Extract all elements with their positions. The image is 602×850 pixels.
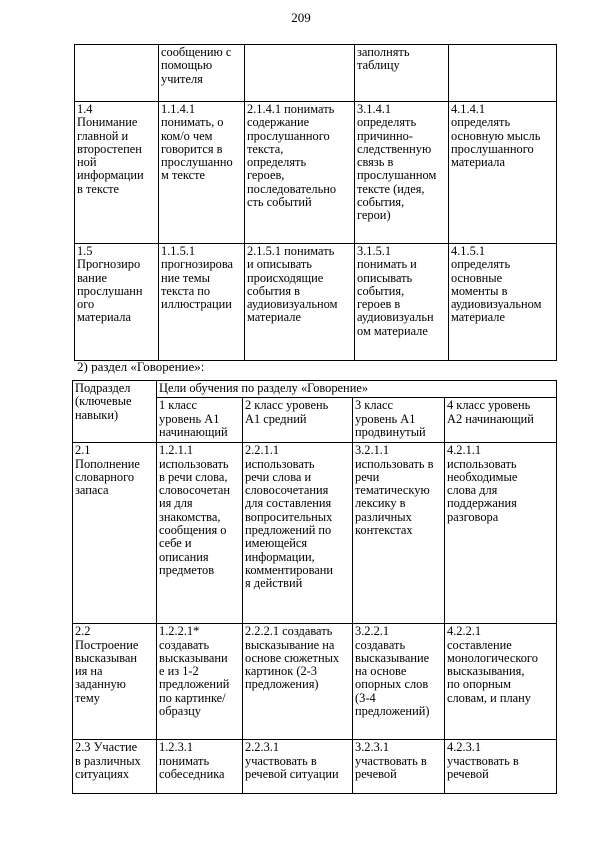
table-cell: 4.1.4.1 определять основную мысль прослушанного материала	[449, 102, 557, 244]
table-cell: 1.1.4.1 понимать, о ком/о чем говорится в прослушанно м тексте	[159, 102, 245, 244]
table-cell: 3.1.4.1 определять причинно- следственную связь в прослушанном тексте (идея, события, герои)	[355, 102, 449, 244]
subsection-header: Подраздел (ключевые навыки)	[73, 381, 157, 443]
table-cell: 4.2.2.1 составление монологического высказывания, по опорным словам, и плану	[445, 624, 557, 740]
table-cell: 4.1.5.1 определять основные моменты в аудиовизуальном материале	[449, 244, 557, 361]
table-cell: 2.2.2.1 создавать высказывание на основе сюжетных картинок (2-3 предложения)	[243, 624, 353, 740]
table-cell: 2.1.5.1 понимать и описывать происходящие события в аудиовизуальном материале	[245, 244, 355, 361]
table-cell	[245, 45, 355, 102]
table-cell: 1.2.1.1 использовать в речи слова, словосочетан ия для знакомства, сообщения о себе и описания предметов	[157, 443, 243, 624]
speaking-goals-table	[72, 380, 557, 794]
table-cell: 3.2.1.1 использовать в речи тематическую лексику в различных контекстах	[353, 443, 445, 624]
table-cell: 3.1.5.1 понимать и описывать события, героев в аудиовизуальн ом материале	[355, 244, 449, 361]
table-header-row	[73, 381, 557, 398]
table-cell: сообщению с помощью учителя	[159, 45, 245, 102]
listening-goals-table	[74, 44, 557, 361]
table-cell: заполнять таблицу	[355, 45, 449, 102]
table-cell: 4.2.1.1 использовать необходимые слова для поддержания разговора	[445, 443, 557, 624]
grade-header: 3 класс уровень А1 продвинутый	[353, 398, 445, 443]
table-cell: 2.1.4.1 понимать содержание прослушанного текста, определять героев, последовательно сть событий	[245, 102, 355, 244]
table-cell: 1.4 Понимание главной и второстепен ной информации в тексте	[75, 102, 159, 244]
grade-header: 1 класс уровень А1 начинающий	[157, 398, 243, 443]
table-cell: 3.2.2.1 создавать высказывание на основе опорных слов (3-4 предложений)	[353, 624, 445, 740]
table-row	[75, 244, 557, 361]
table-cell: 2.2.3.1 участвовать в речевой ситуации	[243, 740, 353, 794]
section-heading: 2) раздел «Говорение»:	[77, 359, 205, 374]
table-cell	[449, 45, 557, 102]
table-row	[73, 624, 557, 740]
table-cell: 2.1 Пополнение словарного запаса	[73, 443, 157, 624]
table-cell: 2.2.1.1 использовать речи слова и словосочетания для составления вопросительных предложений по имеющейся информации, комментировани я действий	[243, 443, 353, 624]
table-cell: 4.2.3.1 участвовать в речевой	[445, 740, 557, 794]
table-row	[73, 443, 557, 624]
table-cell: 3.2.3.1 участвовать в речевой	[353, 740, 445, 794]
table-cell	[75, 45, 159, 102]
table-cell: 1.1.5.1 прогнозирова ние темы текста по иллюстрации	[159, 244, 245, 361]
table-cell: 2.2 Построение высказыван ия на заданную тему	[73, 624, 157, 740]
page-number: 209	[291, 10, 311, 25]
table-cell: 1.2.2.1* создавать высказывани е из 1-2 предложений по картинке/ образцу	[157, 624, 243, 740]
goals-header: Цели обучения по разделу «Говорение»	[157, 381, 557, 398]
table-row	[75, 102, 557, 244]
table-row	[75, 45, 557, 102]
table-cell: 2.3 Участие в различных ситуациях	[73, 740, 157, 794]
grade-header: 4 класс уровень А2 начинающий	[445, 398, 557, 443]
grade-header: 2 класс уровень А1 средний	[243, 398, 353, 443]
table-cell: 1.5 Прогнозиро вание прослушанн ого материала	[75, 244, 159, 361]
table-row	[73, 740, 557, 794]
table-cell: 1.2.3.1 понимать собеседника	[157, 740, 243, 794]
